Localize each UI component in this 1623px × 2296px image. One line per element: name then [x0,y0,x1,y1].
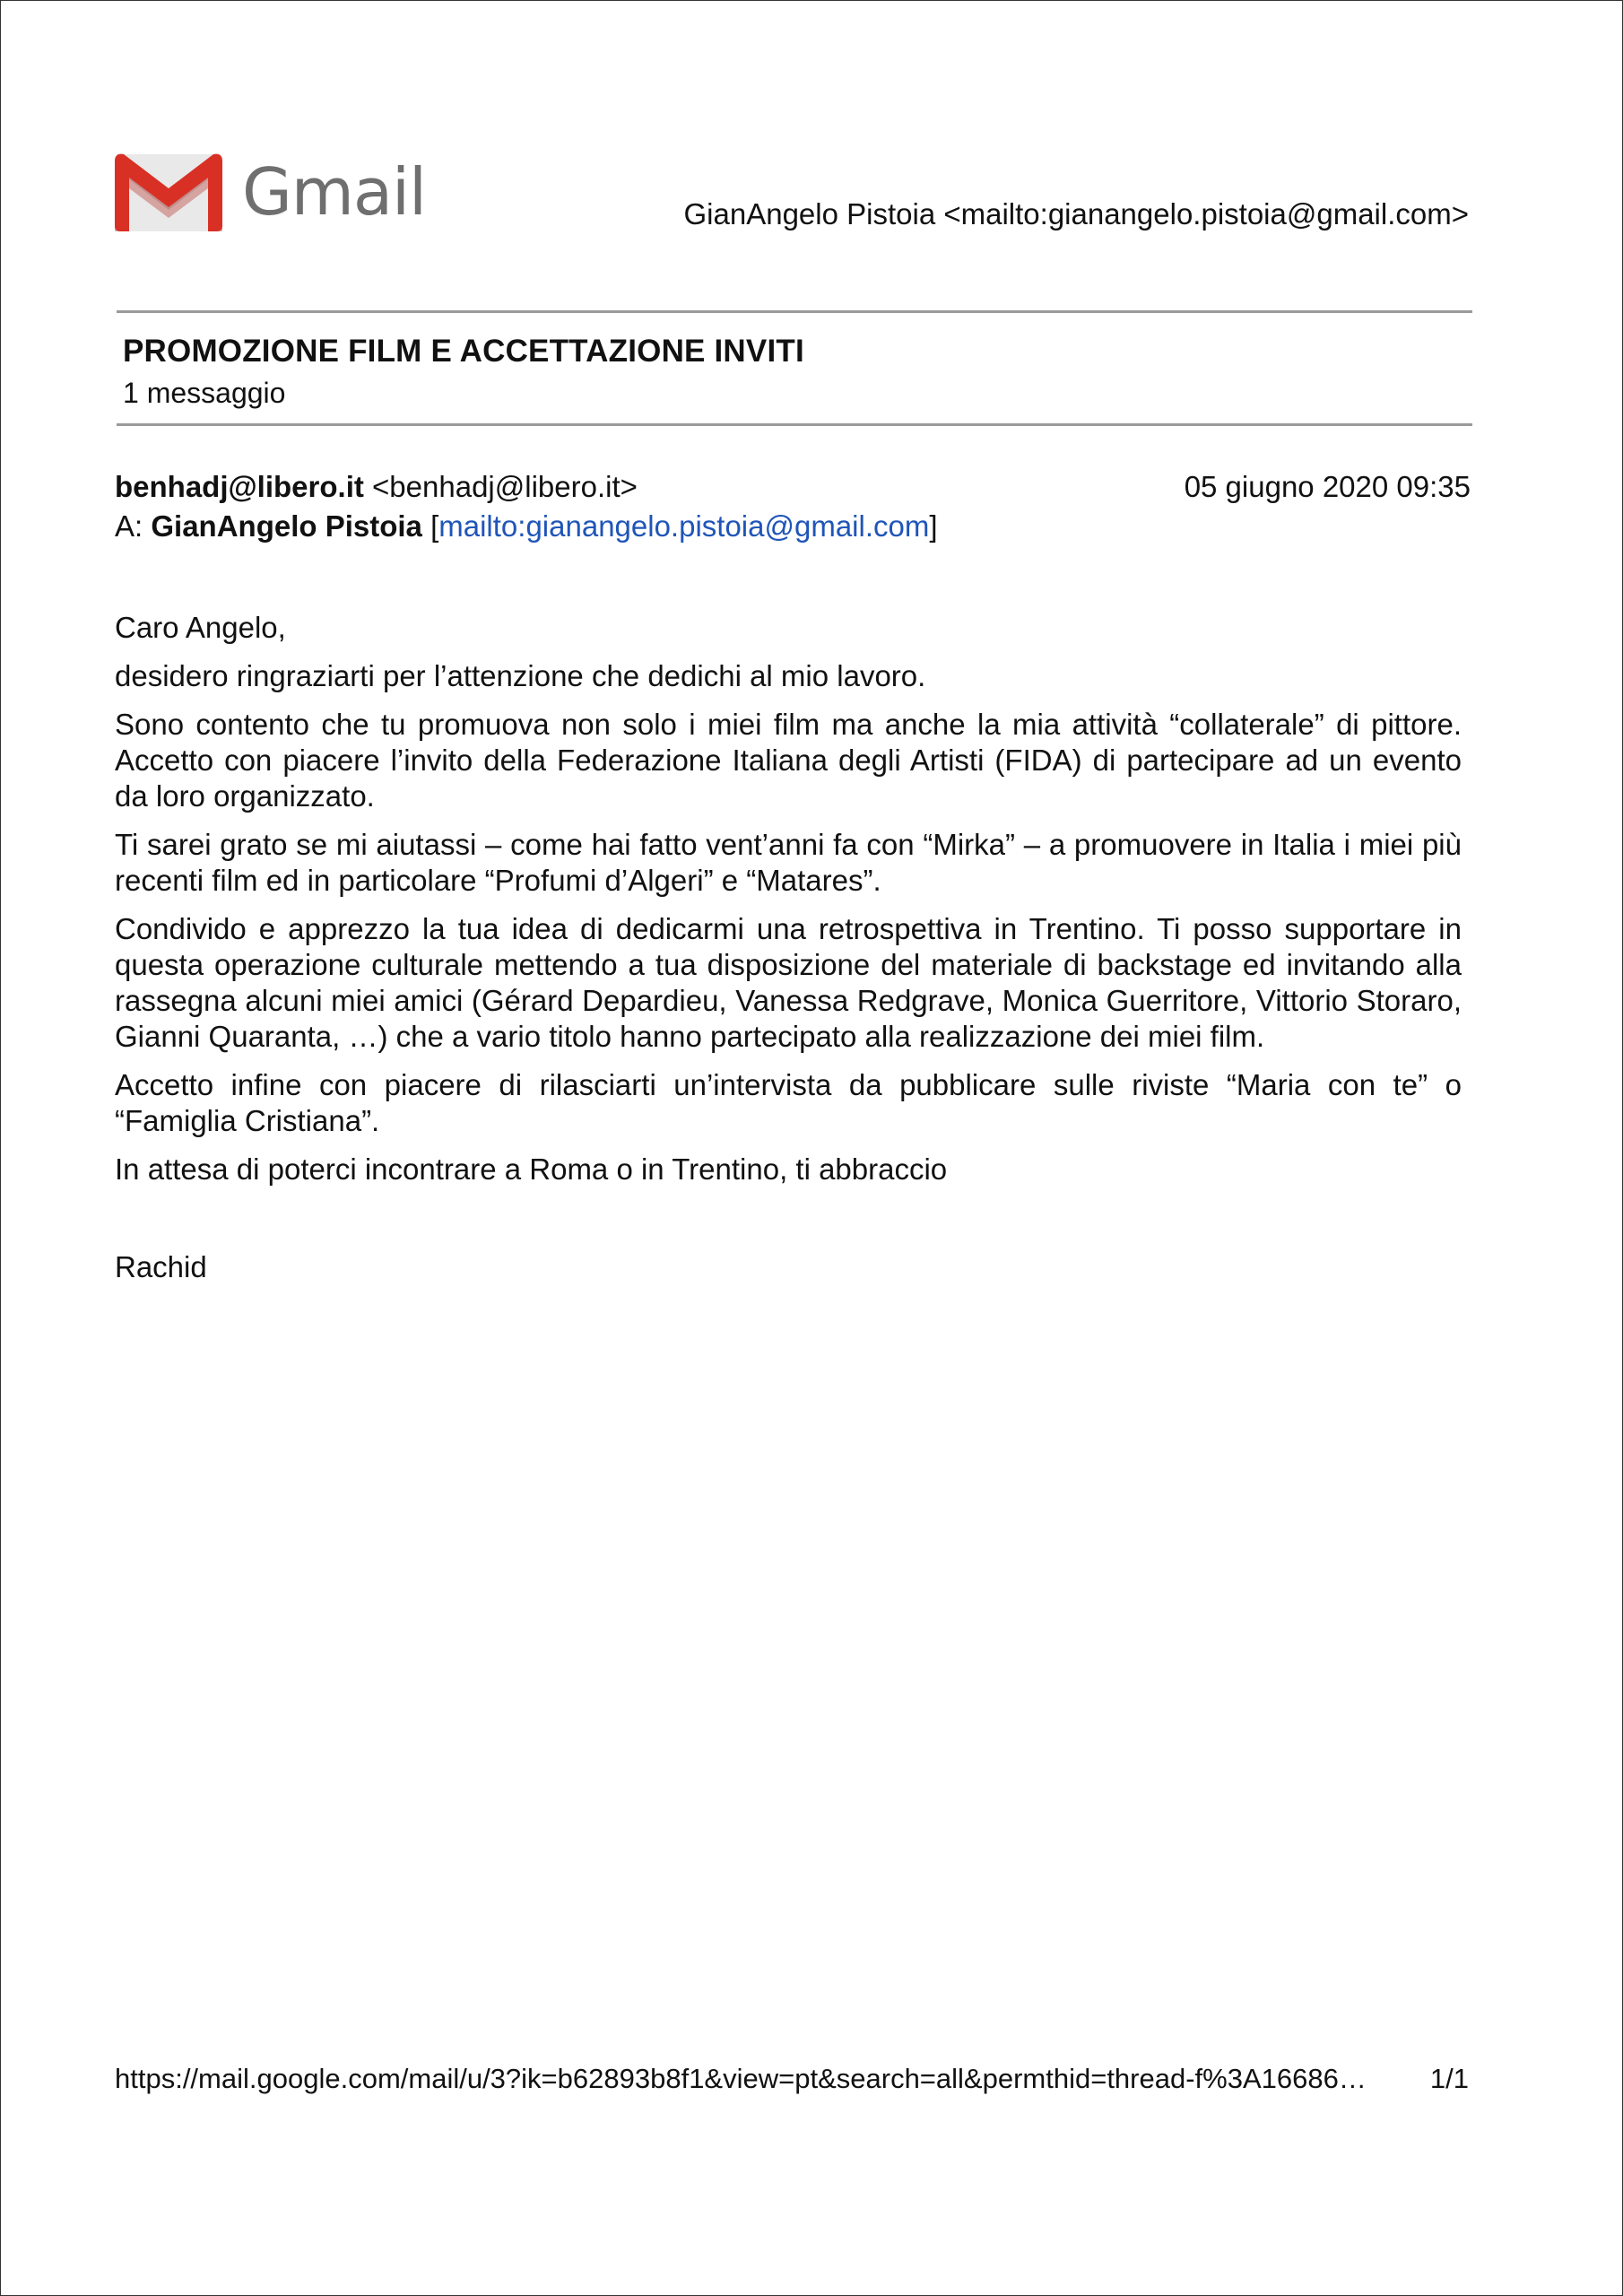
body-paragraph: Accetto infine con piacere di rilasciarti un’intervista da pubblicare sulle riviste “Maria con te” o “Famiglia Cristiana”. [115,1068,1462,1137]
recipient-line [115,509,938,544]
divider-top [117,310,1472,313]
footer-page-number: 1/1 [1429,2063,1469,2094]
message-date: 05 giugno 2020 09:35 [1184,470,1471,503]
gmail-wordmark: Gmail [242,154,427,230]
thread-subject: PROMOZIONE FILM E ACCETTAZIONE INVITI [123,334,804,369]
divider-bottom [117,423,1472,426]
sender-line [115,470,638,504]
recipient-email-link[interactable]: mailto:gianangelo.pistoia@gmail.com [438,509,930,543]
recipient-close-bracket: ] [929,509,938,543]
print-header [115,151,1469,233]
body-paragraph: Ti sarei grato se mi aiutassi – come hai fatto vent’anni fa con “Mirka” – a promuovere in Italia i miei più recenti film ed in particolare “Profumi d’Algeri” e “Matares”. [115,828,1462,897]
body-paragraph: Sono contento che tu promuova non solo i miei film ma anche la mia attività “collaterale” di pittore. Accetto con piacere l’invito della Federazione Italiana degli Artisti (FIDA) di partecipare ad un evento da loro organizzato. [115,708,1462,813]
body-paragraph: In attesa di poterci incontrare a Roma o in Trentino, ti abbraccio [115,1152,948,1186]
message-count: 1 messaggio [123,377,286,409]
sender-name: benhadj@libero.it [115,470,364,503]
recipient-name: GianAngelo Pistoia [151,509,422,543]
sender-email: <benhadj@libero.it> [372,470,638,503]
recipient-prefix: A: [115,509,143,543]
account-identity: GianAngelo Pistoia <mailto:gianangelo.pistoia@gmail.com> [683,197,1469,230]
footer-url: https://mail.google.com/mail/u/3?ik=b62893b8f1&view=pt&search=all&permthid=thread-f%3A16686… [115,2063,1367,2094]
signature: Rachid [115,1250,207,1283]
body-paragraph: desidero ringraziarti per l’attenzione che dedichi al mio lavoro. [115,659,926,692]
body-paragraph: Caro Angelo, [115,611,286,644]
recipient-open-bracket: [ [430,509,439,543]
body-paragraph: Condivido e apprezzo la tua idea di dedicarmi una retrospettiva in Trentino. Ti posso supportare in questa operazione culturale mettendo a tua disposizione del materiale di backstage ed invitando alla rassegna alcuni miei amici (Gérard Depardieu, Vanessa Redgrave, Monica Guerritore, Vittorio Storaro, Gianni Quaranta, …) che a vario titolo hanno partecipato alla realizzazione dei miei film. [115,912,1462,1053]
message-body [115,610,1462,1200]
gmail-m-icon [115,151,222,233]
gmail-logo [115,151,426,233]
